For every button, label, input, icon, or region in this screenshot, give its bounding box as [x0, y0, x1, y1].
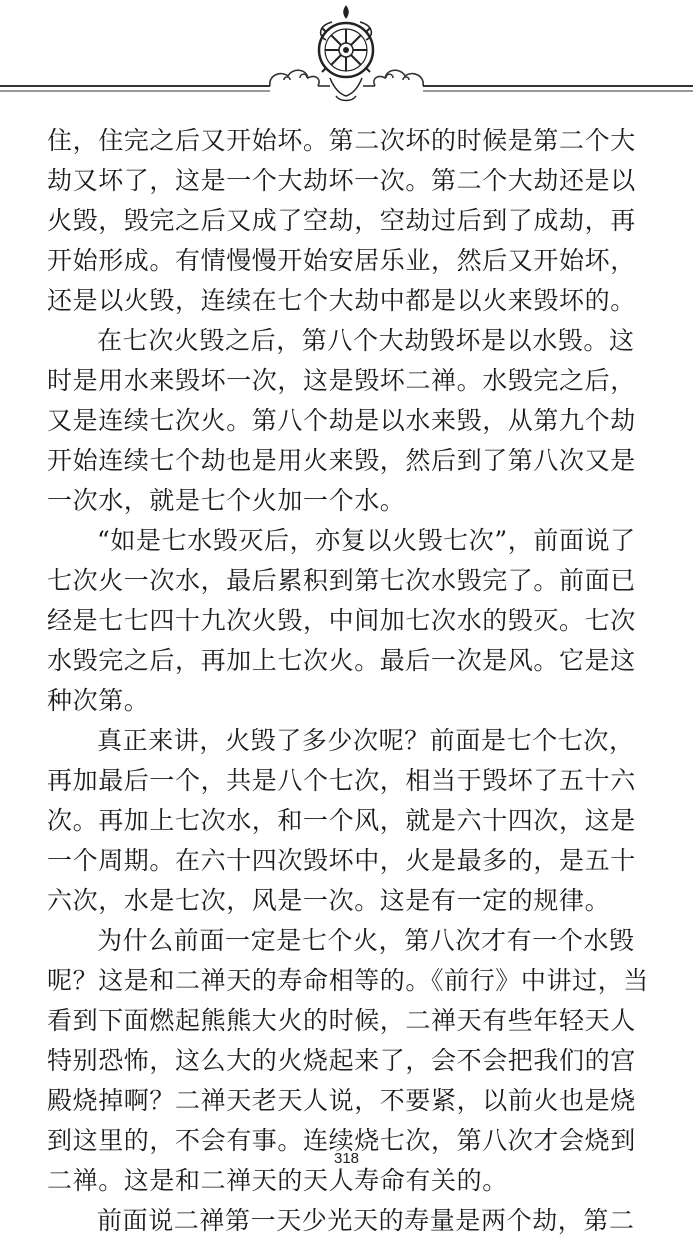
page-body — [47, 121, 659, 1241]
paragraph: 前面说二禅第一天少光天的寿量是两个劫，第二 — [97, 1206, 635, 1235]
cloud-ornament-left-icon — [270, 70, 330, 86]
page-number: 318 — [333, 1150, 360, 1167]
paragraph: 真正来讲，火毁了多少次呢？前面是七个七次，再加最后一个，共是八个七次，相当于毁坏了五十六次。再加上七次水，和一个风，就是六十四次，这是一个周期。在六十四次毁坏中，火是最多的，是五十六次，水是七次，风是一次。这是有一定的规律。 — [47, 726, 636, 915]
header-rule — [0, 86, 693, 91]
paragraph: “如是七水毁灭后，亦复以火毁七次”，前面说了七次火一次水，最后累积到第七次水毁完了。前面已经是七七四十九次火毁，中间加七次水的毁灭。七次水毁完之后，再加上七次火。最后一次是风。它是这种次第。 — [47, 526, 636, 715]
cloud-ornament-right-icon — [363, 70, 423, 86]
paragraph: 住，住完之后又开始坏。第二次坏的时候是第二个大劫又坏了，这是一个大劫坏一次。第二个大劫还是以火毁，毁完之后又成了空劫，空劫过后到了成劫，再开始形成。有情慢慢开始安居乐业，然后又开始坏，还是以火毁，连续在七个大劫中都是以火来毁坏的。 — [47, 126, 636, 315]
paragraph: 为什么前面一定是七个火，第八次才有一个水毁呢？这是和二禅天的寿命相等的。《前行》中讲过，当看到下面燃起熊熊大火的时候，二禅天有些年轻天人特别恐怖，这么大的火烧起来了，会不会把我们的宫殿烧掉啊？二禅天老天人说，不要紧，以前火也是烧到这里的，不会有事。连续烧七次，第八次才会烧到二禅。这是和二禅天的天人寿命有关的。 — [47, 926, 649, 1195]
paragraph: 在七次火毁之后，第八个大劫毁坏是以水毁。这时是用水来毁坏一次，这是毁坏二禅。水毁完之后，又是连续七次火。第八个劫是以水来毁，从第九个劫开始连续七个劫也是用火来毁，然后到了第八次又是一次水，就是七个火加一个水。 — [47, 326, 636, 515]
header-ornament — [0, 0, 693, 112]
